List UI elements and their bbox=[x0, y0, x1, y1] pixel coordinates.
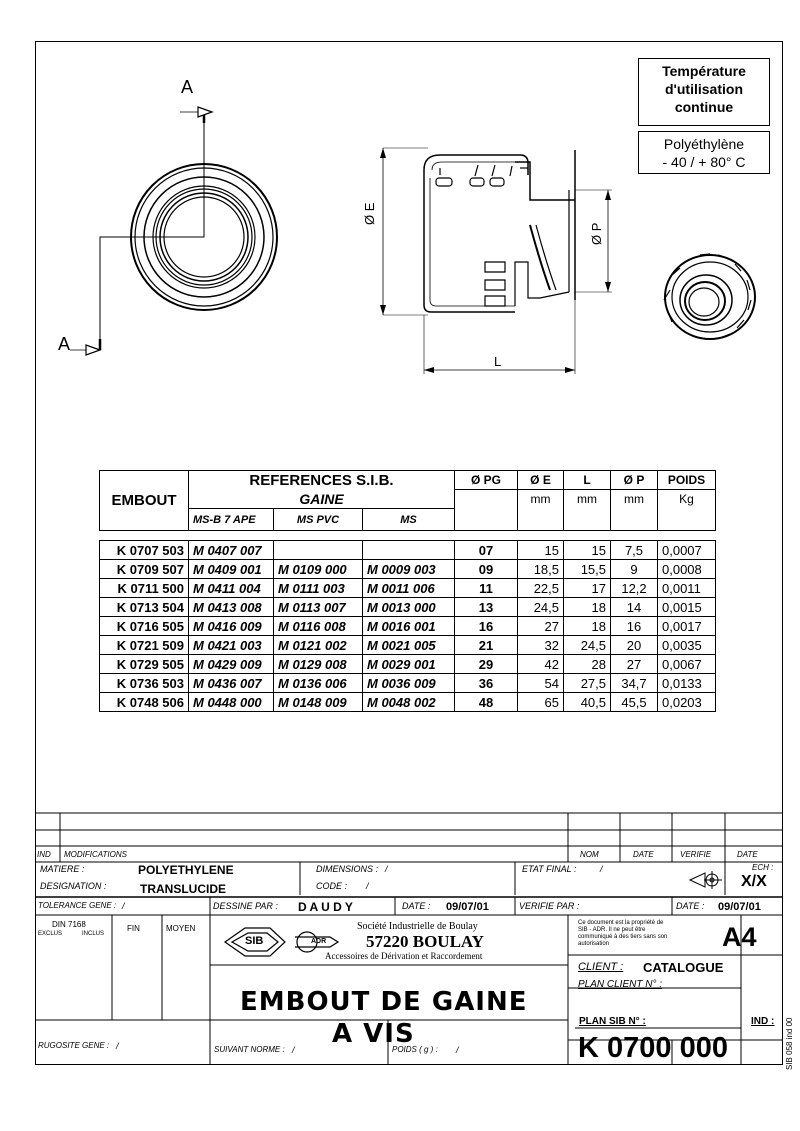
table-cell-ape: M 0421 003 bbox=[189, 636, 274, 655]
din-label: DIN 7168 bbox=[52, 920, 86, 929]
table-cell-ape: M 0411 004 bbox=[189, 579, 274, 598]
header-e: Ø E bbox=[518, 471, 564, 490]
temperature-range: - 40 / + 80° C bbox=[662, 154, 746, 170]
client-label: CLIENT : bbox=[578, 961, 624, 973]
section-label-a-top: A bbox=[181, 77, 194, 97]
table-cell-e: 65 bbox=[518, 693, 564, 712]
etat-final-label: ETAT FINAL : bbox=[522, 864, 577, 874]
table-cell-p: 14 bbox=[611, 598, 658, 617]
table-row bbox=[100, 674, 716, 693]
dimension-label-l: L bbox=[494, 354, 502, 369]
header-p-unit: mm bbox=[611, 490, 658, 509]
date-value: 09/07/01 bbox=[446, 901, 489, 913]
designation-label: DESIGNATION : bbox=[40, 881, 107, 891]
table-cell-embout: K 0713 504 bbox=[100, 598, 189, 617]
table-cell-ms: M 0013 000 bbox=[363, 598, 455, 617]
table-cell-p: 9 bbox=[611, 560, 658, 579]
date3-value: 09/07/01 bbox=[718, 901, 761, 913]
plan-sib-label: PLAN SIB N° : bbox=[579, 1016, 646, 1027]
drawing-title-line2: A VIS bbox=[332, 1019, 415, 1049]
header-references: REFERENCES S.I.B. bbox=[189, 471, 455, 490]
table-row bbox=[100, 598, 716, 617]
table-row bbox=[100, 655, 716, 674]
table-cell-l: 40,5 bbox=[564, 693, 611, 712]
table-cell-ms: M 0009 003 bbox=[363, 560, 455, 579]
drawing-title-line1: EMBOUT DE GAINE bbox=[240, 987, 528, 1017]
material-name: Polyéthylène bbox=[663, 136, 745, 152]
table-cell-poids: 0,0035 bbox=[658, 636, 716, 655]
table-cell-ms: M 0029 001 bbox=[363, 655, 455, 674]
table-cell-l: 15 bbox=[564, 541, 611, 560]
dimension-label-p: Ø P bbox=[589, 222, 604, 245]
poids-label: POIDS ( g ) : bbox=[392, 1045, 438, 1054]
table-cell-p: 27 bbox=[611, 655, 658, 674]
ind-label: IND : bbox=[751, 1016, 775, 1027]
table-cell-l: 15,5 bbox=[564, 560, 611, 579]
table-cell-poids: 0,0015 bbox=[658, 598, 716, 617]
table-cell-e: 32 bbox=[518, 636, 564, 655]
suivant-norme-value: / bbox=[292, 1045, 295, 1055]
table-cell-pg: 16 bbox=[455, 617, 518, 636]
table-cell-p: 20 bbox=[611, 636, 658, 655]
side-reference: SIB 058 ind 00 bbox=[785, 1017, 794, 1070]
header-pg: Ø PG bbox=[455, 471, 518, 490]
table-cell-poids: 0,0203 bbox=[658, 693, 716, 712]
table-cell-e: 24,5 bbox=[518, 598, 564, 617]
table-cell-embout: K 0711 500 bbox=[100, 579, 189, 598]
references-table bbox=[99, 470, 716, 712]
table-cell-e: 15 bbox=[518, 541, 564, 560]
dimension-label-e: Ø E bbox=[362, 202, 377, 225]
table-cell-pg: 11 bbox=[455, 579, 518, 598]
table-cell-ms: M 0036 009 bbox=[363, 674, 455, 693]
table-row bbox=[100, 560, 716, 579]
table-cell-embout: K 0729 505 bbox=[100, 655, 189, 674]
plan-client-label: PLAN CLIENT N° : bbox=[578, 979, 663, 990]
tolerance-label: TOLERANCE GENE : bbox=[38, 901, 117, 910]
table-row bbox=[100, 541, 716, 560]
table-cell-pvc: M 0116 008 bbox=[274, 617, 363, 636]
sheet-format: A4 bbox=[722, 922, 757, 952]
table-cell-ape: M 0409 001 bbox=[189, 560, 274, 579]
ech-label: ECH : bbox=[752, 863, 774, 872]
inclus-label: INCLUS bbox=[82, 931, 105, 937]
rugosite-label: RUGOSITE GENE : bbox=[38, 1041, 110, 1050]
header-gaine: GAINE bbox=[189, 490, 455, 509]
table-cell-l: 24,5 bbox=[564, 636, 611, 655]
table-row bbox=[100, 636, 716, 655]
verifie-header: VERIFIE bbox=[680, 850, 712, 859]
table-cell-e: 42 bbox=[518, 655, 564, 674]
table-cell-ms: M 0048 002 bbox=[363, 693, 455, 712]
table-cell-pvc bbox=[274, 541, 363, 560]
header-embout: EMBOUT bbox=[100, 471, 189, 509]
date2-header: DATE bbox=[737, 850, 758, 859]
suivant-norme-label: SUIVANT NORME : bbox=[214, 1045, 285, 1054]
date-label: DATE : bbox=[402, 901, 431, 911]
table-cell-pg: 29 bbox=[455, 655, 518, 674]
matiere-label: MATIERE : bbox=[40, 864, 85, 874]
tolerance-value: / bbox=[122, 901, 125, 911]
designation-value: TRANSLUCIDE bbox=[140, 882, 226, 896]
header-poids-unit: Kg bbox=[658, 490, 716, 509]
table-cell-pvc: M 0109 000 bbox=[274, 560, 363, 579]
etat-final-value: / bbox=[600, 864, 603, 874]
table-cell-ape: M 0416 009 bbox=[189, 617, 274, 636]
table-cell-l: 27,5 bbox=[564, 674, 611, 693]
table-cell-l: 28 bbox=[564, 655, 611, 674]
references-table-body bbox=[100, 541, 716, 712]
side-view bbox=[380, 148, 612, 374]
matiere-value: POLYETHYLENE bbox=[138, 863, 234, 877]
table-cell-embout: K 0707 503 bbox=[100, 541, 189, 560]
dimensions-value: / bbox=[385, 864, 388, 874]
table-cell-poids: 0,0007 bbox=[658, 541, 716, 560]
header-l: L bbox=[564, 471, 611, 490]
table-cell-pg: 36 bbox=[455, 674, 518, 693]
temperature-title-line2: d'utilisation bbox=[665, 81, 743, 97]
poids-value: / bbox=[456, 1045, 459, 1055]
table-cell-ape: M 0436 007 bbox=[189, 674, 274, 693]
table-cell-embout: K 0748 506 bbox=[100, 693, 189, 712]
table-cell-ape: M 0448 000 bbox=[189, 693, 274, 712]
ind-header: IND bbox=[37, 850, 51, 859]
company-tagline: Accessoires de Dérivation et Raccordement bbox=[325, 951, 483, 961]
dessine-par-value: D A U D Y bbox=[298, 900, 353, 914]
header-p: Ø P bbox=[611, 471, 658, 490]
plan-sib-value: K 0700 000 bbox=[578, 1032, 728, 1064]
header-ms: MS bbox=[363, 509, 455, 531]
table-cell-ms: M 0016 001 bbox=[363, 617, 455, 636]
table-cell-p: 16 bbox=[611, 617, 658, 636]
header-l-unit: mm bbox=[564, 490, 611, 509]
ech-value: X/X bbox=[741, 873, 767, 890]
date3-label: DATE : bbox=[676, 901, 705, 911]
dimensions-label: DIMENSIONS : bbox=[316, 864, 379, 874]
company-city: 57220 BOULAY bbox=[366, 932, 484, 951]
table-cell-embout: K 0709 507 bbox=[100, 560, 189, 579]
table-cell-ms bbox=[363, 541, 455, 560]
table-cell-l: 18 bbox=[564, 598, 611, 617]
client-value: CATALOGUE bbox=[643, 960, 724, 975]
table-cell-embout: K 0736 503 bbox=[100, 674, 189, 693]
rugosite-value: / bbox=[116, 1041, 119, 1051]
table-cell-p: 7,5 bbox=[611, 541, 658, 560]
confidentiality-notice: Ce document est la propriété de SIB - ADR. Il ne peut être communiqué à des tiers sans son autorisation bbox=[578, 920, 668, 947]
table-cell-ape: M 0407 007 bbox=[189, 541, 274, 560]
table-cell-poids: 0,0067 bbox=[658, 655, 716, 674]
table-cell-p: 34,7 bbox=[611, 674, 658, 693]
date-header: DATE bbox=[633, 850, 654, 859]
table-cell-e: 27 bbox=[518, 617, 564, 636]
verifie-par-label: VERIFIE PAR : bbox=[519, 901, 580, 911]
table-row bbox=[100, 693, 716, 712]
table-cell-embout: K 0716 505 bbox=[100, 617, 189, 636]
table-cell-e: 54 bbox=[518, 674, 564, 693]
table-cell-pg: 21 bbox=[455, 636, 518, 655]
table-cell-poids: 0,0133 bbox=[658, 674, 716, 693]
table-cell-pg: 48 bbox=[455, 693, 518, 712]
temperature-title-line3: continue bbox=[674, 99, 734, 115]
table-cell-ms: M 0011 006 bbox=[363, 579, 455, 598]
table-cell-pvc: M 0148 009 bbox=[274, 693, 363, 712]
table-row bbox=[100, 617, 716, 636]
temperature-title-line1: Température bbox=[662, 63, 746, 79]
table-cell-pvc: M 0121 002 bbox=[274, 636, 363, 655]
exclus-label: EXCLUS bbox=[38, 931, 63, 937]
logo-adr-text: ADR bbox=[311, 938, 327, 945]
table-cell-ape: M 0413 008 bbox=[189, 598, 274, 617]
table-cell-e: 22,5 bbox=[518, 579, 564, 598]
section-label-a-bottom: A bbox=[58, 334, 71, 354]
table-cell-l: 18 bbox=[564, 617, 611, 636]
table-cell-e: 18,5 bbox=[518, 560, 564, 579]
table-cell-p: 12,2 bbox=[611, 579, 658, 598]
table-cell-ape: M 0429 009 bbox=[189, 655, 274, 674]
table-cell-ms: M 0021 005 bbox=[363, 636, 455, 655]
table-cell-pg: 13 bbox=[455, 598, 518, 617]
logo-sib-text: SIB bbox=[245, 935, 264, 947]
header-ms-pvc: MS PVC bbox=[274, 509, 363, 531]
header-e-unit: mm bbox=[518, 490, 564, 509]
table-cell-embout: K 0721 509 bbox=[100, 636, 189, 655]
table-cell-poids: 0,0017 bbox=[658, 617, 716, 636]
company-name: Société Industrielle de Boulay bbox=[357, 921, 478, 932]
table-cell-l: 17 bbox=[564, 579, 611, 598]
table-cell-pvc: M 0129 008 bbox=[274, 655, 363, 674]
fin-label: FIN bbox=[127, 924, 140, 933]
table-cell-pvc: M 0111 003 bbox=[274, 579, 363, 598]
code-value: / bbox=[366, 881, 369, 891]
table-cell-pvc: M 0113 007 bbox=[274, 598, 363, 617]
table-cell-pg: 07 bbox=[455, 541, 518, 560]
nom-header: NOM bbox=[580, 850, 599, 859]
table-cell-pg: 09 bbox=[455, 560, 518, 579]
header-ms-b7-ape: MS-B 7 APE bbox=[189, 509, 274, 531]
table-row bbox=[100, 579, 716, 598]
table-cell-poids: 0,0011 bbox=[658, 579, 716, 598]
dessine-par-label: DESSINE PAR : bbox=[213, 901, 278, 911]
modifications-header: MODIFICATIONS bbox=[64, 850, 127, 859]
table-cell-poids: 0,0008 bbox=[658, 560, 716, 579]
section-line bbox=[70, 107, 212, 355]
isometric-view bbox=[664, 254, 755, 339]
table-cell-pvc: M 0136 006 bbox=[274, 674, 363, 693]
header-poids: POIDS bbox=[658, 471, 716, 490]
table-cell-p: 45,5 bbox=[611, 693, 658, 712]
moyen-label: MOYEN bbox=[166, 924, 196, 933]
code-label: CODE : bbox=[316, 881, 348, 891]
